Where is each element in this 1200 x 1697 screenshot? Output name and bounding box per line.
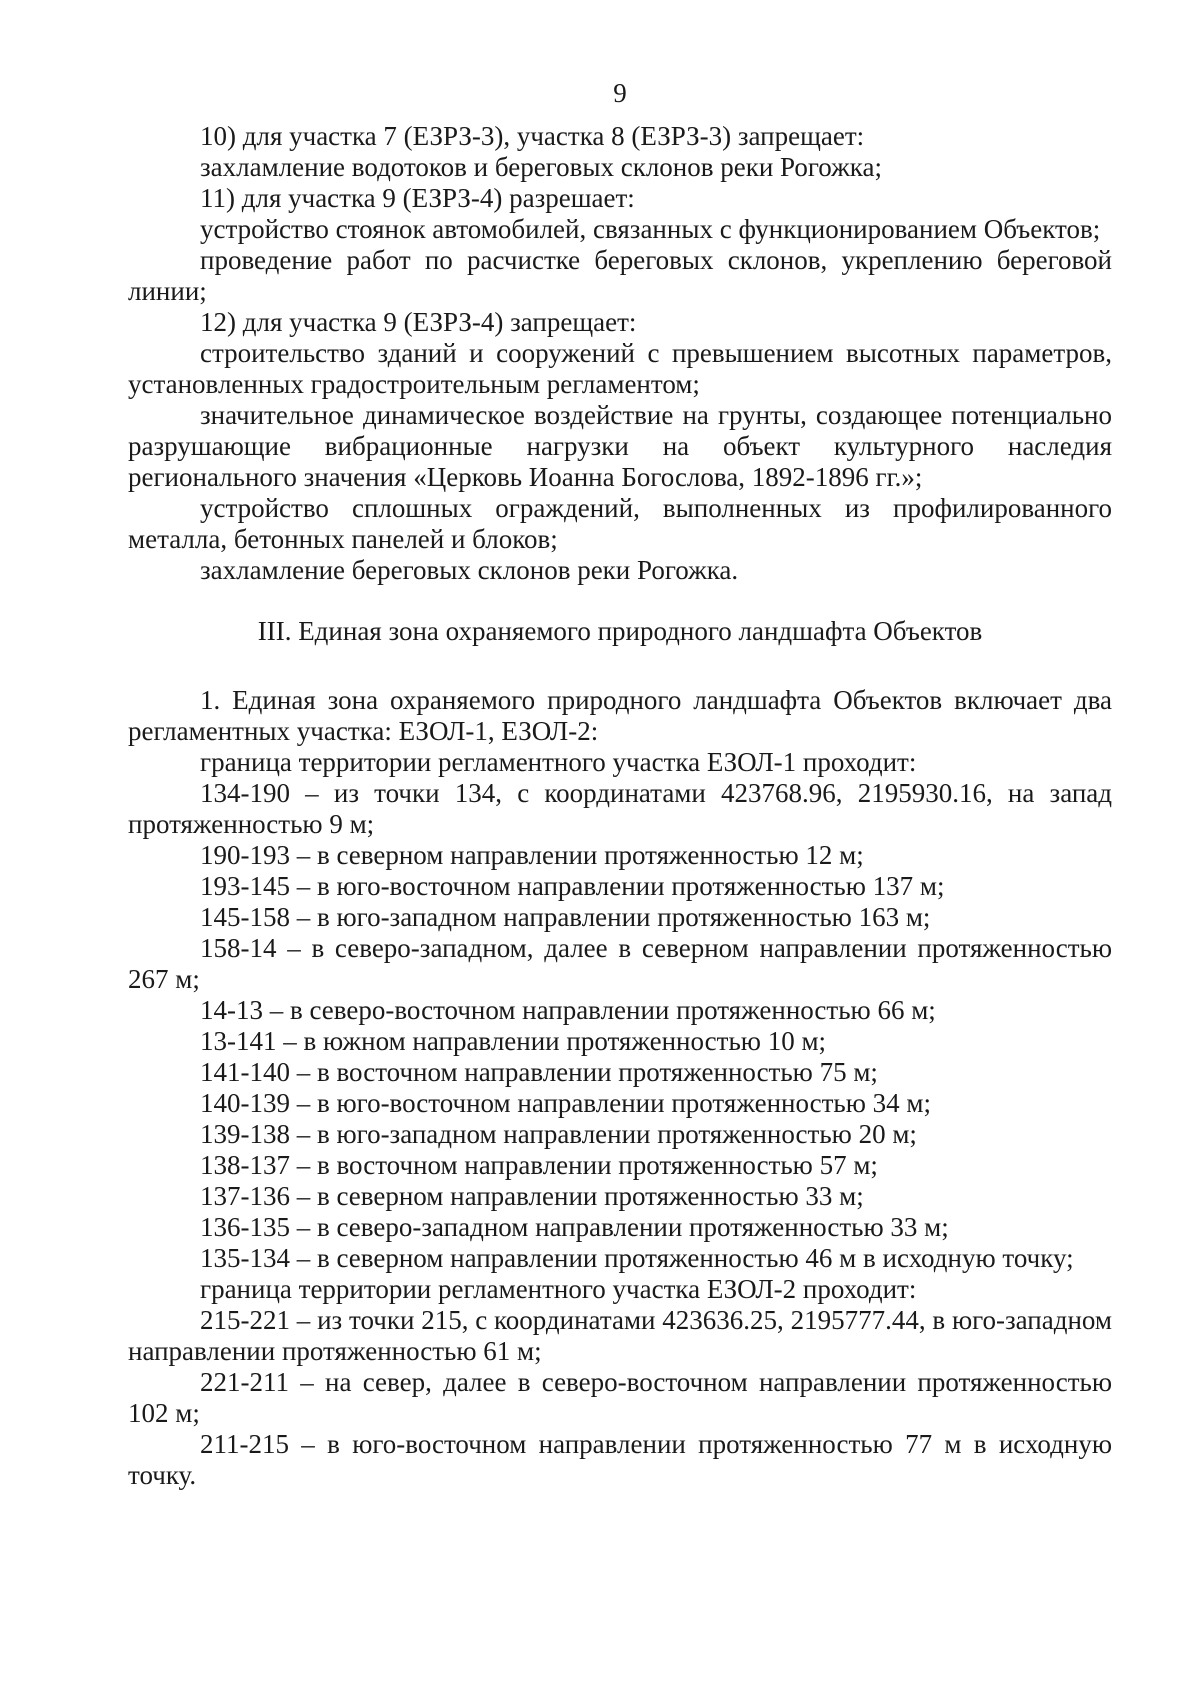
section-iii-body <box>128 685 1112 1491</box>
paragraph: 145-158 – в юго-западном направлении протяженностью 163 м; <box>200 902 931 932</box>
paragraph: 193-145 – в юго-восточном направлении протяженностью 137 м; <box>200 871 945 901</box>
paragraph: 10) для участка 7 (ЕЗРЗ-3), участка 8 (ЕЗРЗ-3) запрещает: <box>200 121 865 151</box>
paragraph: 221-211 – на север, далее в северо-восточном направлении протяженностью 102 м; <box>128 1367 1112 1428</box>
paragraph: 136-135 – в северо-западном направлении протяженностью 33 м; <box>200 1212 949 1242</box>
paragraph: 11) для участка 9 (ЕЗРЗ-4) разрешает: <box>200 183 635 213</box>
paragraph: значительное динамическое воздействие на грунты, создающее потенциально разрушающие вибрационные нагрузки на объект культурного наследия регионального значения «Церковь Иоанна Богослова, 1892-1896 гг.»; <box>128 400 1112 492</box>
paragraph: граница территории регламентного участка ЕЗОЛ-1 проходит: <box>200 747 917 777</box>
paragraph: 138-137 – в восточном направлении протяженностью 57 м; <box>200 1150 878 1180</box>
paragraph: 140-139 – в юго-восточном направлении протяженностью 34 м; <box>200 1088 931 1118</box>
paragraph: проведение работ по расчистке береговых склонов, укреплению береговой линии; <box>128 245 1112 306</box>
paragraph: 158-14 – в северо-западном, далее в северном направлении протяженностью 267 м; <box>128 933 1112 994</box>
paragraph: 141-140 – в восточном направлении протяженностью 75 м; <box>200 1057 878 1087</box>
section-ii-continuation <box>128 121 1112 586</box>
paragraph: устройство сплошных ограждений, выполненных из профилированного металла, бетонных панелей и блоков; <box>128 493 1112 554</box>
paragraph: 1. Единая зона охраняемого природного ландшафта Объектов включает два регламентных участка: ЕЗОЛ-1, ЕЗОЛ-2: <box>128 685 1112 746</box>
section-heading: III. Единая зона охраняемого природного ландшафта Объектов <box>257 616 983 646</box>
paragraph: 14-13 – в северо-восточном направлении протяженностью 66 м; <box>200 995 936 1025</box>
paragraph: строительство зданий и сооружений с превышением высотных параметров, установленных градостроительным регламентом; <box>128 338 1112 399</box>
paragraph: устройство стоянок автомобилей, связанных с функционированием Объектов; <box>200 214 1101 244</box>
paragraph: 13-141 – в южном направлении протяженностью 10 м; <box>200 1026 827 1056</box>
paragraph: 134-190 – из точки 134, с координатами 423768.96, 2195930.16, на запад протяженностью 9 м; <box>128 778 1112 839</box>
page-number: 9 <box>613 78 627 108</box>
paragraph: 215-221 – из точки 215, с координатами 423636.25, 2195777.44, в юго-западном направлении протяженностью 61 м; <box>128 1305 1112 1366</box>
paragraph: граница территории регламентного участка ЕЗОЛ-2 проходит: <box>200 1274 917 1304</box>
paragraph: 190-193 – в северном направлении протяженностью 12 м; <box>200 840 864 870</box>
paragraph: 135-134 – в северном направлении протяженностью 46 м в исходную точку; <box>200 1243 1074 1273</box>
paragraph: 137-136 – в северном направлении протяженностью 33 м; <box>200 1181 864 1211</box>
paragraph: 12) для участка 9 (ЕЗРЗ-4) запрещает: <box>200 307 637 337</box>
paragraph: захламление береговых склонов реки Рогожка. <box>200 555 739 585</box>
paragraph: захламление водотоков и береговых склонов реки Рогожка; <box>200 152 882 182</box>
paragraph: 211-215 – в юго-восточном направлении протяженностью 77 м в исходную точку. <box>128 1429 1112 1490</box>
paragraph: 139-138 – в юго-западном направлении протяженностью 20 м; <box>200 1119 917 1149</box>
